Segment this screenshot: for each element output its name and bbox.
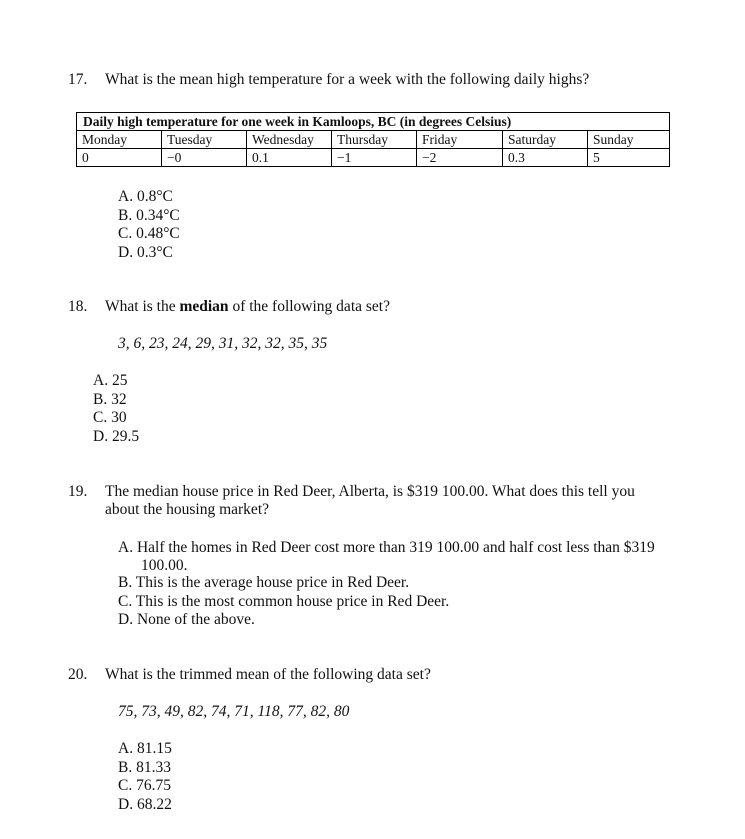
question-17-options: [118, 188, 180, 262]
question-20-number: 20.: [68, 666, 88, 683]
answer-option-b[interactable]: B. This is the average house price in Red Deer.: [118, 574, 410, 591]
answer-option-d[interactable]: D. 29.5: [93, 427, 140, 445]
answer-option-b[interactable]: B. 32: [93, 390, 127, 408]
header-cell: Sunday: [588, 131, 670, 149]
value-cell: 0.3: [503, 149, 588, 167]
answer-option-d[interactable]: D. 0.3°C: [118, 243, 173, 261]
question-20-text: What is the trimmed mean of the following data set?: [105, 666, 431, 683]
value-cell: 0.1: [247, 149, 332, 167]
header-cell: Thursday: [332, 131, 417, 149]
answer-option-a-continued: 100.00.: [141, 557, 188, 574]
header-cell: Wednesday: [247, 131, 332, 149]
question-20-options: [118, 740, 172, 814]
answer-option-c[interactable]: C. 76.75: [118, 777, 171, 794]
answer-option-b[interactable]: B. 0.34°C: [118, 206, 180, 224]
answer-option-c[interactable]: C. This is the most common house price in Red Deer.: [118, 593, 450, 610]
header-cell: Friday: [417, 131, 503, 149]
question-text: of the following data set?: [228, 298, 390, 315]
question-17: [68, 71, 87, 90]
header-cell: Saturday: [503, 131, 588, 149]
table-row: [77, 149, 670, 167]
answer-option-a[interactable]: A. 0.8°C: [118, 188, 173, 205]
question-18-number: 18.: [68, 298, 88, 315]
table-caption: Daily high temperature for one week in Kamloops, BC (in degrees Celsius): [77, 113, 670, 131]
question-19-number: 19.: [68, 483, 88, 500]
answer-option-b[interactable]: B. 81.33: [118, 758, 171, 776]
emphasis-median: median: [179, 298, 229, 315]
answer-option-a[interactable]: A. Half the homes in Red Deer cost more than 319 100.00 and half cost less than $319: [118, 539, 655, 556]
question-19-text-line2: about the housing market?: [105, 501, 269, 518]
answer-option-a[interactable]: A. 25: [93, 372, 128, 389]
question-19-text-line1: The median house price in Red Deer, Alberta, is $319 100.00. What does this tell you: [105, 483, 635, 500]
question-18-options: [93, 372, 139, 446]
question-18-data-set: 3, 6, 23, 24, 29, 31, 32, 32, 35, 35: [118, 335, 328, 352]
value-cell: −1: [332, 149, 417, 167]
answer-option-c[interactable]: C. 0.48°C: [118, 225, 180, 242]
question-18-text: [105, 298, 390, 317]
question-20-data-set: 75, 73, 49, 82, 74, 71, 118, 77, 82, 80: [118, 703, 350, 720]
question-number: 17.: [68, 71, 88, 88]
answer-option-a[interactable]: A. 81.15: [118, 740, 172, 757]
value-cell: −2: [417, 149, 503, 167]
question-text: What is the: [105, 298, 180, 315]
value-cell: 5: [588, 149, 670, 167]
answer-option-d[interactable]: D. None of the above.: [118, 611, 255, 628]
answer-option-c[interactable]: C. 30: [93, 409, 127, 426]
question-17-text: What is the mean high temperature for a week with the following daily highs?: [105, 71, 590, 88]
header-cell: Monday: [77, 131, 162, 149]
temperature-table: [76, 112, 670, 167]
value-cell: −0: [162, 149, 247, 167]
table-header-row: [77, 131, 670, 149]
answer-option-d[interactable]: D. 68.22: [118, 795, 172, 813]
value-cell: 0: [77, 149, 162, 167]
header-cell: Tuesday: [162, 131, 247, 149]
